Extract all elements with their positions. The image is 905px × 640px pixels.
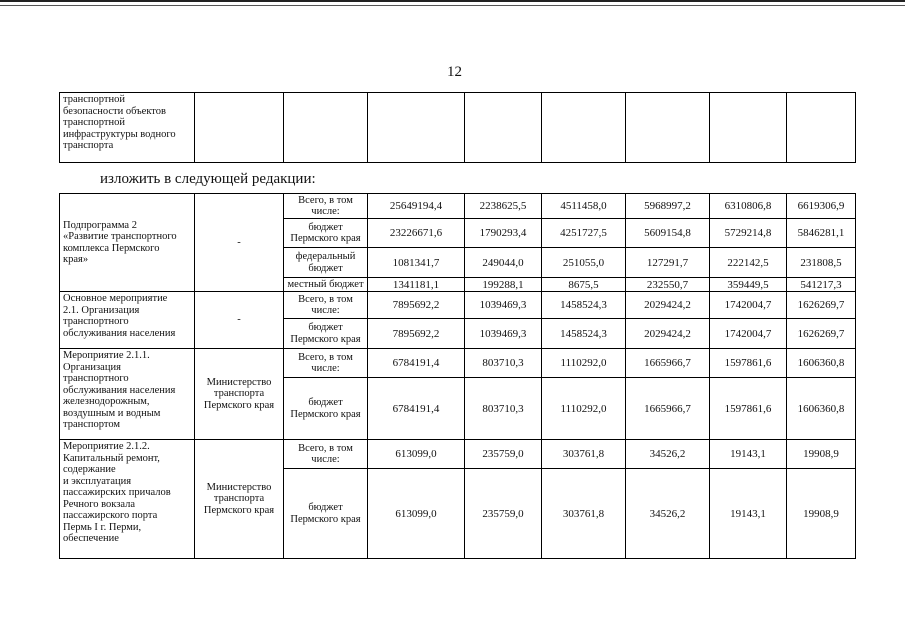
amount-cell: 1110292,0	[542, 378, 626, 440]
amount-cell: 1606360,8	[787, 378, 856, 440]
budget-table-body	[60, 194, 856, 559]
amount-cell: 25649194,4	[368, 194, 465, 219]
amount-cell: 1665966,7	[626, 378, 710, 440]
amount-cell: 1626269,7	[787, 292, 856, 319]
event-2-1-2-executor-text: Министерство транспорта Пермского края	[203, 481, 275, 516]
event-2-1-2-title-text: Мероприятие 2.1.2. Капитальный ремонт, содержание и эксплуатация пассажирских причалов Речного вокзала пассажирского порта Пермь I г. Перми, обеспечение	[63, 441, 171, 544]
amount-cell: 2238625,5	[465, 194, 542, 219]
amount-cell: 4251727,5	[542, 219, 626, 248]
main-event-row	[60, 292, 856, 319]
funding-category: Всего, в том числе:	[284, 292, 368, 319]
amount-cell: 303761,8	[542, 469, 626, 559]
amount-cell: 249044,0	[465, 248, 542, 278]
fragment-cell	[284, 93, 368, 163]
main-event-title	[60, 292, 195, 349]
amount-cell: 19143,1	[710, 440, 787, 469]
amount-cell: 2029424,2	[626, 319, 710, 349]
funding-category: бюджет Пермского края	[284, 219, 368, 248]
amount-cell: 1458524,3	[542, 319, 626, 349]
amount-cell: 359449,5	[710, 278, 787, 292]
funding-category: Всего, в том числе:	[284, 349, 368, 378]
main-event-executor-text: -	[237, 314, 241, 326]
amount-cell: 34526,2	[626, 440, 710, 469]
amount-cell: 199288,1	[465, 278, 542, 292]
fragment-label	[60, 93, 195, 163]
amount-cell: 5729214,8	[710, 219, 787, 248]
fragment-cell	[787, 93, 856, 163]
event-2-1-2-executor	[195, 440, 284, 559]
amount-cell: 6619306,9	[787, 194, 856, 219]
amount-cell: 251055,0	[542, 248, 626, 278]
fragment-cell	[368, 93, 465, 163]
amount-cell: 803710,3	[465, 349, 542, 378]
amount-cell: 613099,0	[368, 440, 465, 469]
amount-cell: 6310806,8	[710, 194, 787, 219]
fragment-cell	[195, 93, 284, 163]
subprogram-title-text: Подпрограмма 2 «Развитие транспортного комплекса Пермского края»	[63, 219, 177, 265]
fragment-cell	[710, 93, 787, 163]
amount-cell: 4511458,0	[542, 194, 626, 219]
amount-cell: 5609154,8	[626, 219, 710, 248]
amount-cell: 2029424,2	[626, 292, 710, 319]
amount-cell: 1039469,3	[465, 319, 542, 349]
event-2-1-2-title	[60, 440, 195, 559]
amount-cell: 1039469,3	[465, 292, 542, 319]
amount-cell: 6784191,4	[368, 378, 465, 440]
main-event-executor	[195, 292, 284, 349]
fragment-cell	[465, 93, 542, 163]
event-2-1-1-executor	[195, 349, 284, 440]
amount-cell: 235759,0	[465, 440, 542, 469]
amount-cell: 23226671,6	[368, 219, 465, 248]
amount-cell: 1742004,7	[710, 319, 787, 349]
funding-category: бюджет Пермского края	[284, 319, 368, 349]
subprogram-executor	[195, 194, 284, 292]
event-2-1-1-title-text: Мероприятие 2.1.1. Организация транспортного обслуживания населения железнодорожным, воздушным и водным транспортом	[63, 350, 176, 430]
amount-cell: 1742004,7	[710, 292, 787, 319]
amount-cell: 222142,5	[710, 248, 787, 278]
amount-cell: 1606360,8	[787, 349, 856, 378]
amount-cell: 6784191,4	[368, 349, 465, 378]
funding-category: федеральный бюджет	[284, 248, 368, 278]
subprogram-title	[60, 194, 195, 292]
amendment-caption: изложить в следующей редакции:	[100, 171, 316, 187]
amount-cell: 235759,0	[465, 469, 542, 559]
amount-cell: 19908,9	[787, 469, 856, 559]
amount-cell: 1110292,0	[542, 349, 626, 378]
amount-cell: 1597861,6	[710, 378, 787, 440]
scan-edge-line-inner	[0, 5, 905, 6]
amount-cell: 34526,2	[626, 469, 710, 559]
amount-cell: 303761,8	[542, 440, 626, 469]
amount-cell: 613099,0	[368, 469, 465, 559]
budget-table	[59, 193, 856, 559]
subprogram-row	[60, 194, 856, 219]
funding-category: Всего, в том числе:	[284, 440, 368, 469]
amount-cell: 1458524,3	[542, 292, 626, 319]
amount-cell: 1597861,6	[710, 349, 787, 378]
fragment-label-text: транспортной безопасности объектов транспортной инфраструктуры водного транспорта	[63, 94, 176, 151]
funding-category: Всего, в том числе:	[284, 194, 368, 219]
scan-edge-line	[0, 0, 905, 2]
amount-cell: 19143,1	[710, 469, 787, 559]
funding-category: местный бюджет	[284, 278, 368, 292]
amount-cell: 541217,3	[787, 278, 856, 292]
amount-cell: 8675,5	[542, 278, 626, 292]
amount-cell: 1081341,7	[368, 248, 465, 278]
fragment-cell	[626, 93, 710, 163]
amount-cell: 1790293,4	[465, 219, 542, 248]
funding-category: бюджет Пермского края	[284, 469, 368, 559]
amount-cell: 803710,3	[465, 378, 542, 440]
amount-cell: 127291,7	[626, 248, 710, 278]
amount-cell: 7895692,2	[368, 292, 465, 319]
page-number: 12	[447, 64, 462, 80]
previous-table-fragment	[59, 92, 856, 163]
event-2-1-1-executor-text: Министерство транспорта Пермского края	[203, 376, 275, 411]
amount-cell: 231808,5	[787, 248, 856, 278]
amount-cell: 5968997,2	[626, 194, 710, 219]
subprogram-executor-text: -	[237, 236, 241, 248]
amount-cell: 1341181,1	[368, 278, 465, 292]
amount-cell: 19908,9	[787, 440, 856, 469]
amount-cell: 5846281,1	[787, 219, 856, 248]
fragment-cell	[542, 93, 626, 163]
main-event-title-text: Основное мероприятие 2.1. Организация транспортного обслуживания населения	[63, 293, 176, 339]
fragment-row	[60, 93, 856, 163]
event-2-1-1-title	[60, 349, 195, 440]
amount-cell: 1665966,7	[626, 349, 710, 378]
event-2-1-2-row	[60, 440, 856, 469]
event-2-1-1-row	[60, 349, 856, 378]
amount-cell: 232550,7	[626, 278, 710, 292]
amount-cell: 1626269,7	[787, 319, 856, 349]
amount-cell: 7895692,2	[368, 319, 465, 349]
funding-category: бюджет Пермского края	[284, 378, 368, 440]
